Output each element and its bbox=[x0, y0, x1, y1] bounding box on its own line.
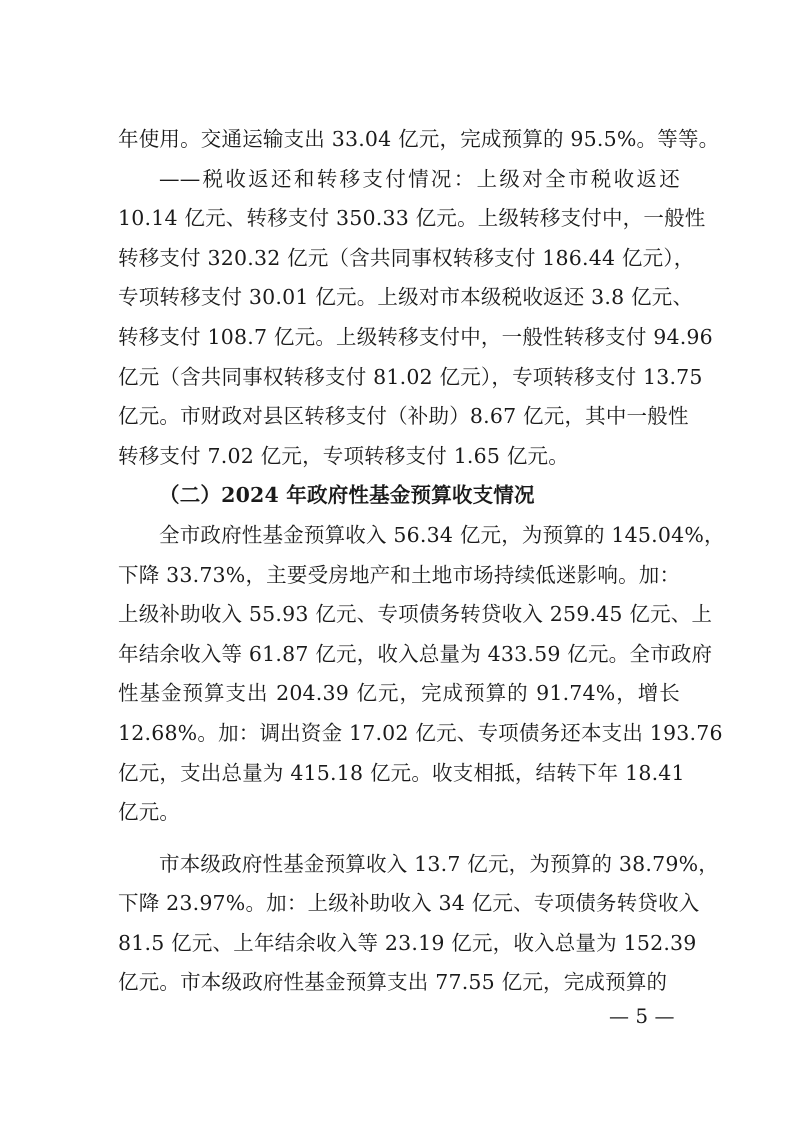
text-line: 转移支付 108.7 亿元。上级转移支付中，一般性转移支付 94.96 bbox=[118, 324, 713, 349]
text-line: 全市政府性基金预算收入 56.34 亿元，为预算的 145.04%， bbox=[159, 522, 725, 547]
text-line: 市本级政府性基金预算收入 13.7 亿元，为预算的 38.79%， bbox=[159, 851, 719, 876]
text-line: 专项转移支付 30.01 亿元。上级对市本级税收返还 3.8 亿元、 bbox=[118, 285, 694, 310]
text-line: 亿元。市财政对县区转移支付（补助）8.67 亿元，其中一般性 bbox=[118, 404, 689, 429]
text-line: 亿元（含共同事权转移支付 81.02 亿元），专项转移支付 13.75 bbox=[118, 364, 703, 389]
text-line: 10.14 亿元、转移支付 350.33 亿元。上级转移支付中，一般性 bbox=[118, 206, 706, 231]
text-line: 年使用。交通运输支出 33.04 亿元，完成预算的 95.5%。等等。 bbox=[118, 127, 720, 151]
text-line: 亿元，支出总量为 415.18 亿元。收支相抵，结转下年 18.41 bbox=[118, 760, 685, 785]
paragraph bbox=[118, 160, 713, 477]
heading-text: （二）2024 年政府性基金预算收支情况 bbox=[159, 483, 535, 508]
text-line: 亿元。市本级政府性基金预算支出 77.55 亿元，完成预算的 bbox=[118, 970, 668, 995]
text-line: 转移支付 7.02 亿元，专项转移支付 1.65 亿元。 bbox=[118, 443, 569, 468]
text-line: 转移支付 320.32 亿元（含共同事权转移支付 186.44 亿元）， bbox=[118, 245, 695, 270]
text-line: 12.68%。加：调出资金 17.02 亿元、专项债务还本支出 193.76 bbox=[118, 720, 723, 745]
text-line: 年结余收入等 61.87 亿元，收入总量为 433.59 亿元。全市政府 bbox=[118, 641, 713, 666]
text-line: 下降 23.97%。加：上级补助收入 34 亿元、专项债务转贷收入 bbox=[118, 891, 700, 916]
text-line: 上级补助收入 55.93 亿元、专项债务转贷收入 259.45 亿元、上 bbox=[118, 602, 713, 627]
paragraph bbox=[118, 120, 720, 160]
text-line: 亿元。 bbox=[118, 800, 181, 825]
text-line: 81.5 亿元、上年结余收入等 23.19 亿元，收入总量为 152.39 bbox=[118, 930, 697, 955]
text-line: 性基金预算支出 204.39 亿元，完成预算的 91.74%，增长 bbox=[118, 681, 680, 706]
section-heading bbox=[118, 476, 680, 516]
paragraph bbox=[118, 516, 725, 833]
paragraph bbox=[118, 845, 719, 1003]
text-line: 下降 33.73%，主要受房地产和土地市场持续低迷影响。加： bbox=[118, 562, 681, 587]
body-text bbox=[118, 120, 725, 1003]
page-number: — 5 — bbox=[609, 1004, 675, 1028]
text-line: ——税收返还和转移支付情况：上级对全市税收返还 bbox=[159, 166, 680, 191]
